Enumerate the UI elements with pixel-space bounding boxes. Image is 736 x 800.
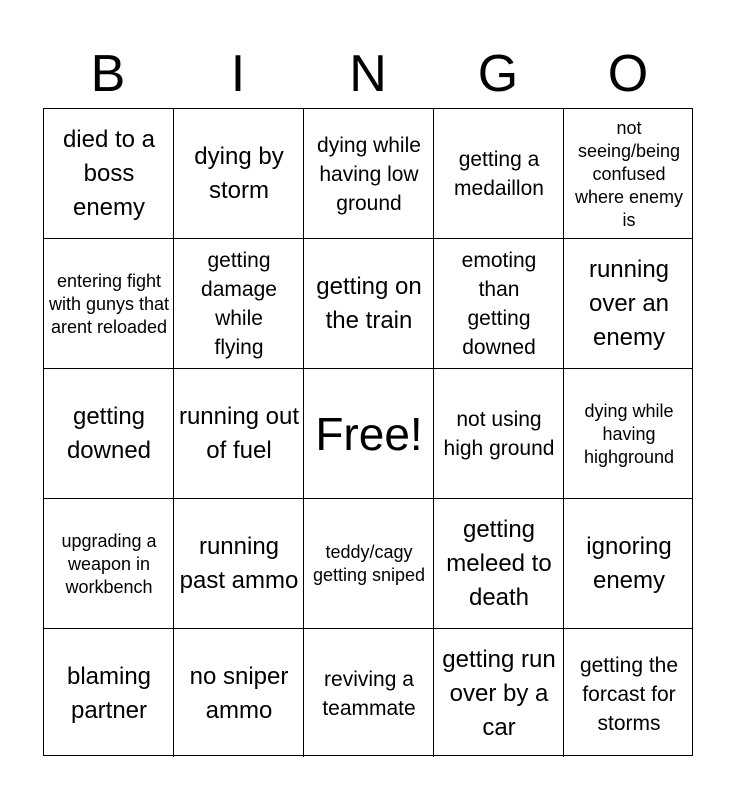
bingo-cell[interactable]: getting downed <box>66 403 152 464</box>
bingo-cell[interactable]: upgrading a weapon in workbench <box>61 530 157 597</box>
header-letter-i: I <box>230 45 246 103</box>
header-letter-n: N <box>349 45 387 103</box>
bingo-cell[interactable]: dying while having low ground <box>317 133 421 215</box>
bingo-cell[interactable]: not using high ground <box>443 408 555 460</box>
bingo-cell[interactable]: blaming partner <box>66 663 152 724</box>
bingo-cell[interactable]: getting a medaillon <box>454 148 544 200</box>
bingo-cell[interactable]: getting meleed to death <box>446 516 552 611</box>
bingo-cell[interactable]: running out of fuel <box>178 403 300 464</box>
bingo-cell[interactable]: died to a boss enemy <box>62 126 156 221</box>
bingo-cell[interactable]: dying while having highground <box>583 400 675 467</box>
header-letter-b: B <box>90 45 126 103</box>
bingo-cell[interactable]: getting run over by a car <box>442 646 556 741</box>
bingo-cell[interactable]: getting the forcast for storms <box>579 653 679 735</box>
bingo-cell[interactable]: emoting than getting downed <box>461 249 537 359</box>
bingo-cell[interactable]: no sniper ammo <box>189 663 289 724</box>
bingo-header <box>43 40 693 108</box>
bingo-cell[interactable]: ignoring enemy <box>586 533 672 594</box>
bingo-cell[interactable]: not seeing/being confused where enemy is <box>574 117 684 230</box>
bingo-cell[interactable]: getting on the train <box>316 273 422 334</box>
bingo-card <box>43 108 693 756</box>
bingo-cell[interactable]: running past ammo <box>179 533 299 594</box>
bingo-cell[interactable]: entering fight with gunys that arent reloaded <box>48 270 170 337</box>
header-letter-o: O <box>607 45 649 103</box>
bingo-cell[interactable]: dying by storm <box>194 143 284 204</box>
bingo-cell[interactable]: teddy/cagy getting sniped <box>312 542 426 585</box>
header-letter-g: G <box>477 45 519 103</box>
bingo-cell[interactable]: getting damage while flying <box>201 249 277 359</box>
bingo-cell[interactable]: reviving a teammate <box>322 668 416 720</box>
free-space-cell[interactable]: Free! <box>315 408 423 460</box>
bingo-cell[interactable]: running over an enemy <box>588 256 670 351</box>
